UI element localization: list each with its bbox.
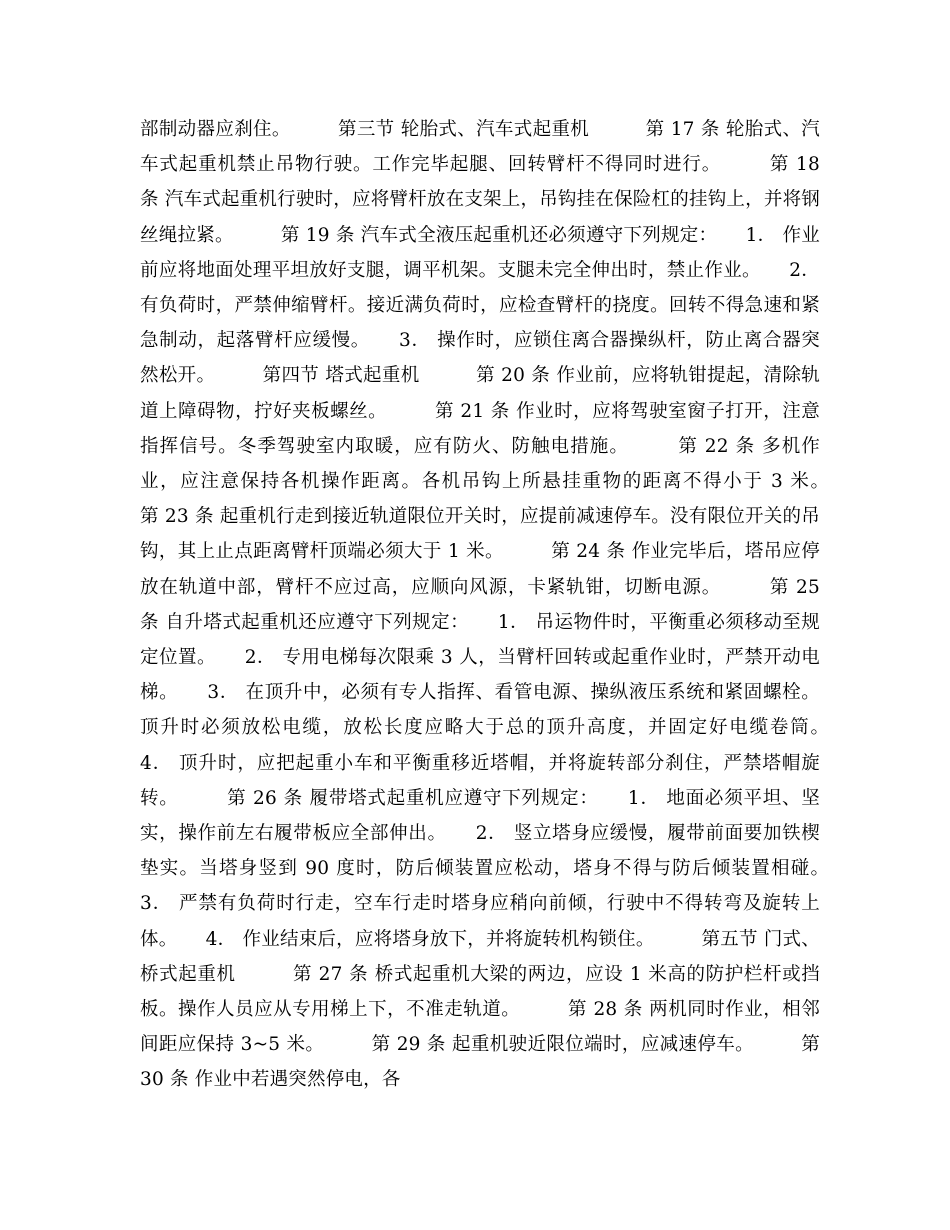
body-text: 部制动器应刹住。 第三节 轮胎式、汽车式起重机 第 17 条 轮胎式、汽车式起重机禁止吊物行驶。工作完毕起腿、回转臂杆不得同时进行。 第 18 条 汽车式起重机行驶时，应将臂杆放在支架上，吊钩挂在保险杠的挂钩上，并将钢丝绳拉紧。 第 19 条 汽车式全液压起重机还必须遵守下列规定： 1． 作业前应将地面处理平坦放好支腿，调平机架。支腿未完全伸出时，禁止作业。 2． 有负荷时，严禁伸缩臂杆。接近满负荷时，应检查臂杆的挠度。回转不得急速和紧急制动，起落臂杆应缓慢。 3． 操作时，应锁住离合器操纵杆，防止离合器突然松开。 第四节 塔式起重机 第 20 条 作业前，应将轨钳提起，清除轨道上障碍物，拧好夹板螺丝。 第 21 条 作业时，应将驾驶室窗子打开，注意指挥信号。冬季驾驶室内取暖，应有防火、防触电措施。 第 22 条 多机作业，应注意保持各机操作距离。各机吊钩上所悬挂重物的距离不得小于 3 米。 第 23 条 起重机行走到接近轨道限位开关时，应提前减速停车。没有限位开关的吊钩，其上止点距离臂杆顶端必须大于 1 米。 第 24 条 作业完毕后，塔吊应停放在轨道中部，臂杆不应过高，应顺向风源，卡紧轨钳，切断电源。 第 25 条 自升塔式起重机还应遵守下列规定： 1． 吊运物件时，平衡重必须移动至规定位置。 2． 专用电梯每次限乘 3 人，当臂杆回转或起重作业时，严禁开动电梯。 3． 在顶升中，必须有专人指挥、看管电源、操纵液压系统和紧固螺栓。顶升时必须放松电缆，放松长度应略大于总的顶升高度，并固定好电缆卷筒。 4． 顶升时，应把起重小车和平衡重移近塔帽，并将旋转部分刹住，严禁塔帽旋转。 第 26 条 履带塔式起重机应遵守下列规定： 1． 地面必须平坦、坚实，操作前左右履带板应全部伸出。 2． 竖立塔身应缓慢，履带前面要加铁楔垫实。当塔身竖到 90 度时，防后倾装置应松动，塔身不得与防后倾装置相碰。 3． 严禁有负荷时行走，空车行走时塔身应稍向前倾，行驶中不得转弯及旋转上体。 4． 作业结束后，应将塔身放下，并将旋转机构锁住。 第五节 门式、桥式起重机 第 27 条 桥式起重机大梁的两边，应设 1 米高的防护栏杆或挡板。操作人员应从专用梯上下，不准走轨道。 第 28 条 两机同时作业，相邻间距应保持 3~5 米。 第 29 条 起重机驶近限位端时，应减速停车。 第 30 条 作业中若遇突然停电，各: [140, 119, 877, 1091]
